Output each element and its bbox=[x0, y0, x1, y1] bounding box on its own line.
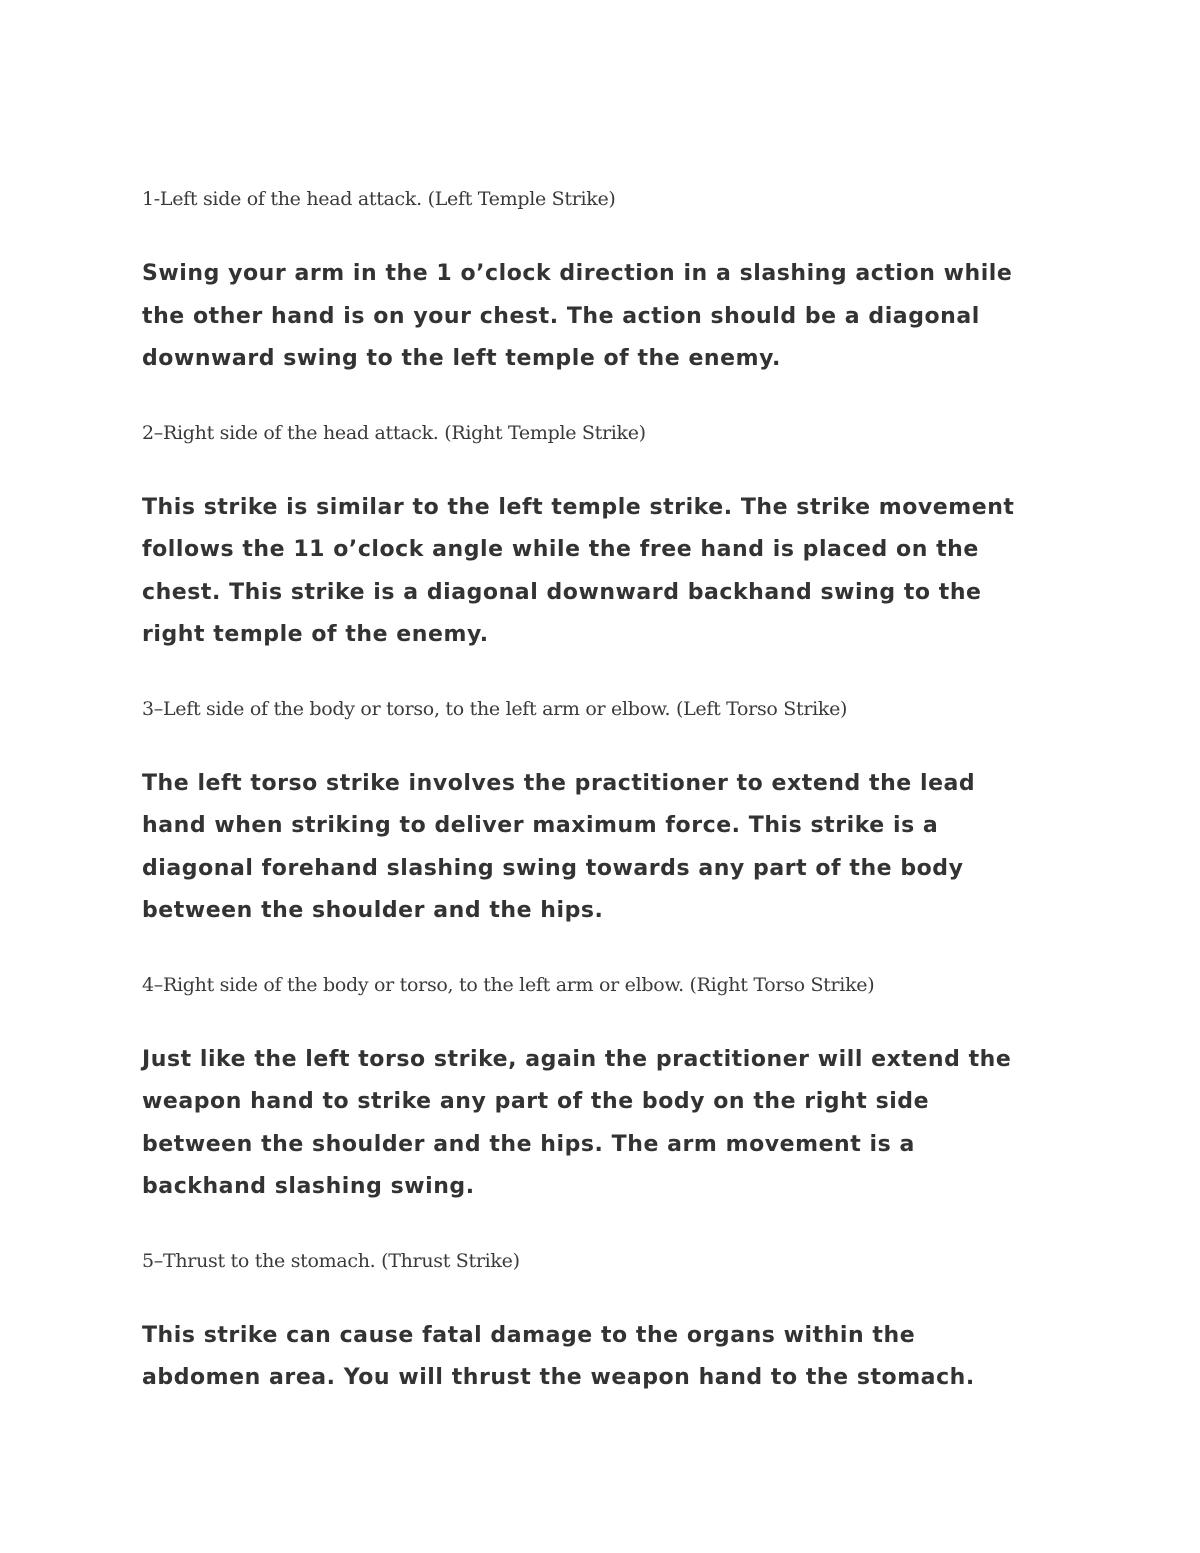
description-line: weapon hand to strike any part of the body on the right side bbox=[142, 1089, 930, 1114]
description-line: downward swing to the left temple of the enemy. bbox=[142, 346, 781, 371]
description-line: Just like the left torso strike, again the practitioner will extend the bbox=[142, 1046, 1012, 1072]
section-left-temple-strike bbox=[142, 183, 1062, 381]
description-line: The left torso strike involves the practitioner to extend the lead bbox=[142, 770, 976, 796]
section-heading: 5–Thrust to the stomach. (Thrust Strike) bbox=[142, 1249, 520, 1272]
description-line: This strike is similar to the left temple strike. The strike movement bbox=[142, 494, 1015, 520]
description-line: This strike can cause fatal damage to the organs within the bbox=[142, 1322, 916, 1348]
description-line: diagonal forehand slashing swing towards any part of the body bbox=[142, 855, 964, 881]
section-right-temple-strike bbox=[142, 417, 1062, 657]
description-line: hand when striking to deliver maximum force. This strike is a bbox=[142, 813, 939, 838]
document-body bbox=[142, 183, 1062, 1400]
section-heading: 3–Left side of the body or torso, to the left arm or elbow. (Left Torso Strike) bbox=[142, 697, 848, 720]
description-line: between the shoulder and the hips. bbox=[142, 898, 604, 923]
description-line: chest. This strike is a diagonal downward backhand swing to the bbox=[142, 579, 982, 605]
description-line: the other hand is on your chest. The action should be a diagonal bbox=[142, 303, 980, 329]
description-line: abdomen area. You will thrust the weapon hand to the stomach. bbox=[142, 1365, 975, 1390]
description-line: follows the 11 o’clock angle while the free hand is placed on the bbox=[142, 537, 979, 562]
section-thrust-strike bbox=[142, 1245, 1062, 1400]
description-line: right temple of the enemy. bbox=[142, 622, 489, 647]
description-line: between the shoulder and the hips. The arm movement is a bbox=[142, 1131, 915, 1157]
description-line: Swing your arm in the 1 o’clock direction in a slashing action while bbox=[142, 261, 1013, 286]
section-right-torso-strike bbox=[142, 969, 1062, 1209]
section-heading: 2–Right side of the head attack. (Right Temple Strike) bbox=[142, 421, 646, 444]
section-left-torso-strike bbox=[142, 693, 1062, 933]
section-heading: 4–Right side of the body or torso, to the left arm or elbow. (Right Torso Strike) bbox=[142, 973, 875, 996]
section-heading: 1-Left side of the head attack. (Left Temple Strike) bbox=[142, 188, 616, 210]
description-line: backhand slashing swing. bbox=[142, 1174, 475, 1199]
